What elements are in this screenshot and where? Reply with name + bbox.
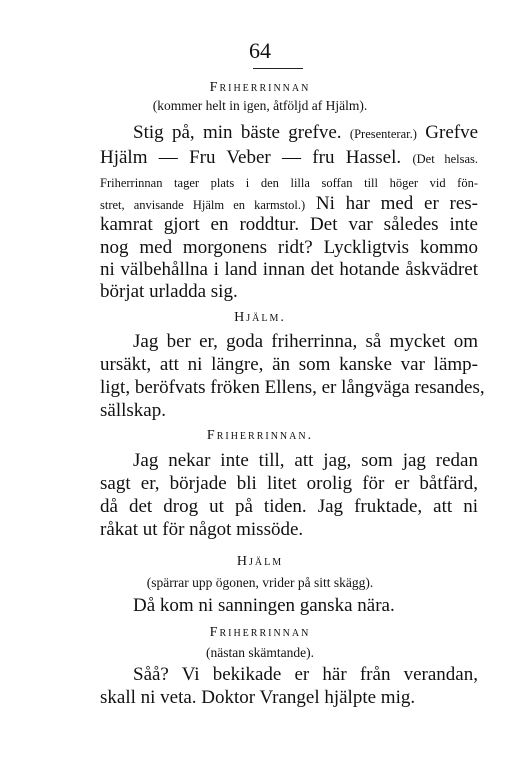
text-line: sagt er, började bli litet orolig för er båtfärd,	[100, 473, 478, 494]
speaker-hjalm: Hjälm	[236, 554, 284, 569]
speaker-friherrinnan: Friherrinnan	[209, 80, 311, 95]
inline-stage-direction: stret, anvisande Hjälm en karmstol.)	[100, 198, 306, 212]
inline-stage-direction: (Presenterar.)	[349, 127, 417, 141]
inline-stage-direction: (Det helsas.	[412, 152, 479, 166]
text-line	[133, 122, 478, 145]
stage-direction-line: Friherrinnan tager plats i den lilla soffan till höger vid fön-	[100, 176, 478, 190]
text-line: skall ni veta. Doktor Vrangel hjälpte mig.	[100, 687, 416, 708]
speaker-friherrinnan: Friherrinnan.	[206, 428, 314, 443]
text-line: kamrat gjort en roddtur. Det var således inte	[100, 214, 478, 235]
page-number-rule	[253, 68, 303, 69]
dialogue-text: Stig på, min bäste grefve.	[133, 122, 342, 143]
text-line: sällskap.	[100, 400, 166, 421]
text-line: Då kom ni sanningen ganska nära.	[133, 595, 395, 616]
text-line	[100, 147, 478, 170]
text-line: börjat urladda sig.	[100, 281, 238, 302]
text-line: ligt, beröfvats fröken Ellens, er långväga resandes,	[100, 377, 485, 398]
text-line: då det drog ut på tiden. Jag fruktade, att ni	[100, 496, 478, 517]
stage-direction: (spärrar upp ögonen, vrider på sitt skägg).	[146, 575, 374, 590]
text-line: nog med morgonens ridt? Lyckligtvis kommo	[100, 237, 478, 258]
text-line: ursäkt, att ni längre, än som kanske var lämp-	[100, 354, 478, 375]
dialogue-text: Ni har med er res-	[315, 193, 478, 214]
text-line: råkat ut för något missöde.	[100, 519, 304, 540]
speaker-friherrinnan: Friherrinnan	[209, 625, 311, 640]
speaker-hjalm: Hjälm.	[234, 310, 286, 325]
text-line: Jag nekar inte till, att jag, som jag redan	[133, 450, 478, 471]
dialogue-text: Hjälm — Fru Veber — fru Hassel.	[100, 147, 402, 168]
text-line: Jag ber er, goda friherrinna, så mycket om	[133, 331, 478, 352]
text-line: Såå? Vi bekikade er här från verandan,	[133, 664, 478, 685]
text-line	[100, 193, 478, 216]
stage-direction: (kommer helt in igen, åtföljd af Hjälm).	[152, 98, 368, 113]
page-number: 64	[249, 38, 271, 63]
stage-direction: (nästan skämtande).	[206, 645, 314, 660]
dialogue-text: Grefve	[425, 122, 479, 143]
text-line: ni välbehållna i land innan det hotande åskvädret	[100, 259, 478, 280]
